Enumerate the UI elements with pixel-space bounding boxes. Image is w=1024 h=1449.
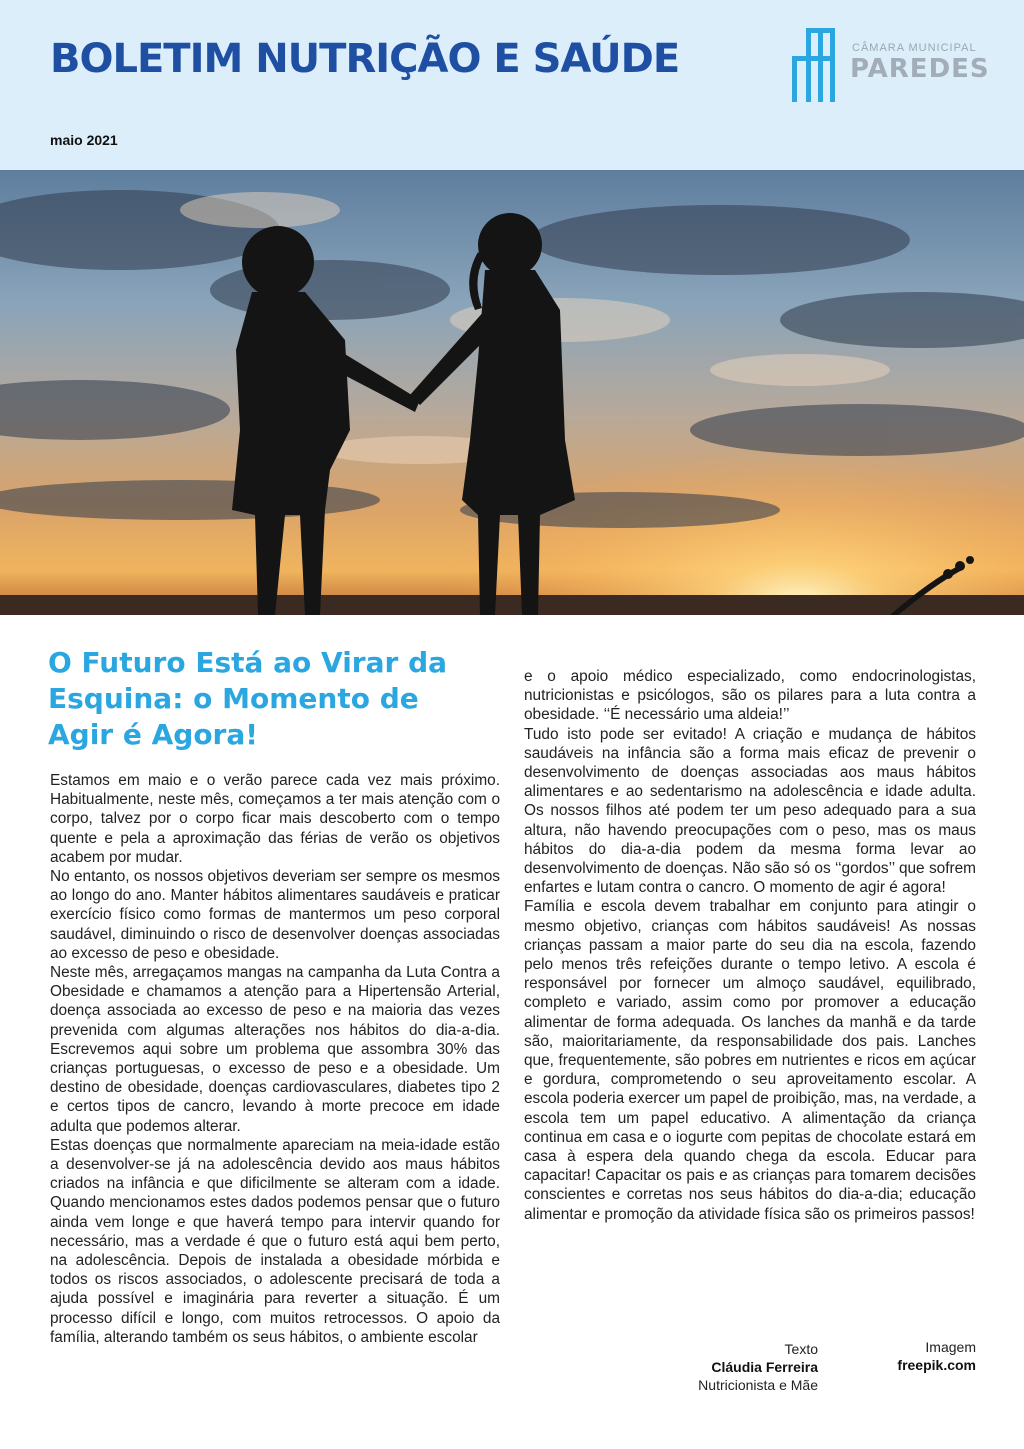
chair-logo-icon xyxy=(790,26,850,106)
paragraph: Tudo isto pode ser evitado! A criação e mudança de hábitos saudáveis na infância são a forma mais eficaz de prevenir o desenvolvimento de doenças associadas aos maus hábitos alimentares e ao sedentarismo na adolescência e idade adulta. Os nossos filhos até podem ter um peso adequado para a sua altura, não havendo preocupações com o peso, mas os maus hábitos do dia-a-dia podem da mesma forma levar ao desenvolvimento de doenças. Não são só os ‘‘gordos’’ que sofrem enfartes e lutam contra o cancro. O momento de agir é agora! xyxy=(524,725,976,897)
bulletin-title: BOLETIM NUTRIÇÃO E SAÚDE xyxy=(50,36,680,82)
logo-name: PAREDES xyxy=(850,54,990,84)
author-role: Nutricionista e Mãe xyxy=(698,1377,818,1393)
header-band xyxy=(0,0,1024,170)
municipality-logo xyxy=(790,26,990,106)
article-column-left xyxy=(50,771,500,1347)
hero-sunset-image xyxy=(0,170,1024,615)
article-column-right xyxy=(524,667,976,1224)
article-headline: O Futuro Está ao Virar da Esquina: o Momento de Agir é Agora! xyxy=(48,646,447,751)
logo-subtitle: CÂMARA MUNICIPAL xyxy=(852,42,977,54)
text-credit-label: Texto xyxy=(784,1341,818,1357)
issue-date: maio 2021 xyxy=(50,132,118,148)
image-credit xyxy=(897,1338,976,1374)
paragraph: e o apoio médico especializado, como endocrinologistas, nutricionistas e psicólogos, são os pilares para a luta contra a obesidade. ‘‘É necessário uma aldeia!’’ xyxy=(524,668,976,724)
paragraph: Estas doenças que normalmente apareciam na meia-idade estão a desenvolver-se já na adolescência devido aos maus hábitos criados na infância e que dificilmente se alteram com a idade. Quando mencionamos estes dados podemos pensar que o futuro ainda vem longe e que haverá tempo para intervir quando for necessário, mas a verdade é que o futuro está aqui bem perto, na adolescência. Depois de instalada a obesidade mórbida e todos os riscos associados, o adolescente precisará de toda a ajuda possível e imaginária para reverter a situação. É um processo difícil e longo, com muitos retrocessos. O apoio da família, alterando também os seus hábitos, o ambiente escolar xyxy=(50,1136,500,1346)
paragraph: Neste mês, arregaçamos mangas na campanha da Luta Contra a Obesidade e chamamos a atenção para a Hipertensão Arterial, doença associada ao excesso de peso e na maioria das vezes prevenida com algumas alterações nos hábitos do dia-a-dia. Escrevemos aqui sobre um problema que assombra 30% das crianças portuguesas, o excesso de peso e a obesidade. Um destino de obesidade, doenças cardiovasculares, diabetes tipo 2 e certos tipos de cancro, levando à morte precoce em idade adulta que podemos alterar. xyxy=(50,964,500,1135)
paragraph: No entanto, os nossos objetivos deveriam ser sempre os mesmos ao longo do ano. Manter hábitos alimentares saudáveis e praticar exercício físico como formas de mantermos um peso corporal saudável, diminuindo o risco de desenvolver doenças associadas ao excesso de peso e obesidade. xyxy=(50,868,500,962)
paragraph: Estamos em maio e o verão parece cada vez mais próximo. Habitualmente, neste mês, começamos a ter mais atenção com o corpo, talvez por o corpo ficar mais descoberto com o tempo quente e pela a aproximação das férias de verão os objetivos acabem por mudar. xyxy=(50,772,500,866)
image-source: freepik.com xyxy=(897,1357,976,1373)
author-name: Cláudia Ferreira xyxy=(711,1359,818,1375)
paragraph: Família e escola devem trabalhar em conjunto para atingir o mesmo objetivo, crianças com hábitos saudáveis! As nossas crianças passam a maior parte do seu dia na escola, fazendo pelo menos três refeições durante o tempo letivo. A escola é responsável por fornecer um almoço saudável, equilibrado, completo e variado, assim como por promover a educação alimentar de forma adequada. Os lanches da manhã e da tarde são, maioritariamente, da responsabilidade dos pais. Lanches que, frequentemente, são pobres em nutrientes e ricos em açúcar e gordura, comprometendo o seu aproveitamento escolar. A escola poderia exercer um papel de proibição, mas, na verdade, a escola tem um papel educativo. A alimentação da criança continua em casa e o iogurte com pepitas de chocolate estará em casa à espera dela quando chega da escola. Educar para capacitar! Capacitar os pais e as crianças para tomarem decisões conscientes e corretas nos seus hábitos do dia-a-dia; educação alimentar e promoção da atividade física são os primeiros passos! xyxy=(524,898,976,1223)
image-credit-label: Imagem xyxy=(925,1339,976,1355)
text-credit xyxy=(698,1340,818,1394)
